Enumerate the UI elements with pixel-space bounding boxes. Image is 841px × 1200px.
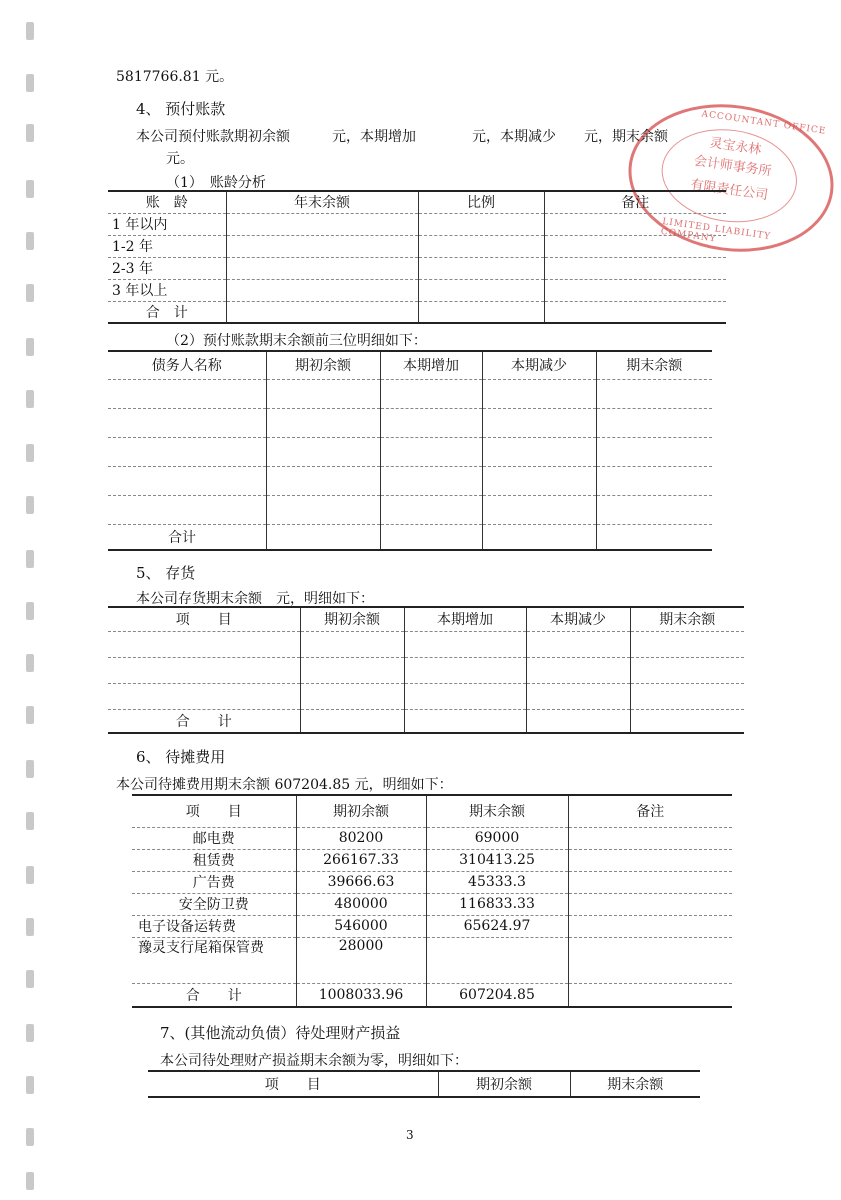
expense-total-begin: 1008033.96 — [296, 983, 426, 1007]
expense-end: 69000 — [426, 827, 568, 849]
expense-begin: 546000 — [296, 915, 426, 937]
sec4-sub2-title: （2）预付账款期末余额前三位明细如下： — [166, 333, 427, 349]
table-row — [108, 235, 726, 257]
inventory-total-label: 合 计 — [108, 709, 300, 733]
table-row — [108, 437, 712, 466]
loss-header: 期初余额 — [438, 1071, 570, 1097]
expense-begin: 39666.63 — [296, 871, 426, 893]
inventory-table — [108, 606, 744, 734]
seal-arc-top: ACCOUNTANT OFFICE — [700, 109, 827, 137]
expense-total-end: 607204.85 — [426, 983, 568, 1007]
seal-line-1: 灵宝永林 — [708, 135, 763, 158]
debtor-header: 本期增加 — [380, 351, 482, 379]
table-row — [132, 893, 732, 915]
table-row — [108, 408, 712, 437]
sec4-paragraph-line1: 本公司预付账款期初余额 元，本期增加 元，本期减少 元，期末余额 — [136, 129, 668, 145]
expense-header: 项 目 — [132, 795, 296, 827]
sec5-heading: 5、 存货 — [136, 564, 196, 582]
expense-end: 65624.97 — [426, 915, 568, 937]
expense-end: 310413.25 — [426, 849, 568, 871]
aging-label: 2-3 年 — [108, 257, 226, 279]
expense-item: 安全防卫费 — [132, 893, 296, 915]
table-row — [132, 983, 732, 1007]
debtor-header: 期末余额 — [596, 351, 712, 379]
aging-header: 备注 — [544, 191, 726, 213]
aging-label: 1 年以内 — [108, 213, 226, 235]
intro-line: 5817766.81 元。 — [116, 69, 234, 85]
expense-item: 广告费 — [132, 871, 296, 893]
table-row — [108, 257, 726, 279]
table-row — [108, 683, 744, 709]
seal-line-3: 有限责任公司 — [689, 177, 769, 204]
aging-label: 3 年以上 — [108, 279, 226, 301]
inventory-header: 项 目 — [108, 607, 300, 631]
aging-header: 年末余额 — [226, 191, 418, 213]
expense-item: 邮电费 — [132, 827, 296, 849]
table-row — [132, 871, 732, 893]
expense-end: 45333.3 — [426, 871, 568, 893]
debtor-header: 本期减少 — [482, 351, 596, 379]
table-row — [132, 915, 732, 937]
aging-table — [108, 190, 726, 324]
table-row — [108, 213, 726, 235]
table-row — [108, 524, 712, 550]
debtor-header: 债务人名称 — [108, 351, 266, 379]
table-row — [108, 379, 712, 408]
sec4-sub1-title: （1） 账龄分析 — [166, 175, 266, 191]
table-row — [108, 631, 744, 657]
aging-header: 账 龄 — [108, 191, 226, 213]
table-row — [132, 937, 732, 983]
expense-item: 租赁费 — [132, 849, 296, 871]
sec7-paragraph: 本公司待处理财产损益期末余额为零，明细如下： — [160, 1053, 468, 1069]
expense-total-label: 合 计 — [132, 983, 296, 1007]
prepaid-expense-table — [132, 794, 732, 1008]
loss-header: 期末余额 — [570, 1071, 700, 1097]
inventory-header: 本期增加 — [404, 607, 526, 631]
sec5-paragraph: 本公司存货期末余额 元，明细如下： — [136, 591, 374, 607]
expense-begin: 480000 — [296, 893, 426, 915]
expense-end: 116833.33 — [426, 893, 568, 915]
expense-begin: 266167.33 — [296, 849, 426, 871]
sec7-heading: 7、(其他流动负债）待处理财产损益 — [160, 1024, 401, 1042]
expense-begin: 28000 — [296, 937, 426, 983]
table-row — [108, 709, 744, 733]
sec4-paragraph-line2: 元。 — [166, 151, 194, 167]
loss-header: 项 目 — [148, 1071, 438, 1097]
table-row — [108, 301, 726, 323]
expense-item: 电子设备运转费 — [132, 915, 296, 937]
expense-header: 期末余额 — [426, 795, 568, 827]
aging-total-label: 合 计 — [108, 301, 226, 323]
inventory-header: 本期减少 — [526, 607, 630, 631]
aging-header: 比例 — [418, 191, 544, 213]
table-row — [132, 849, 732, 871]
table-row — [108, 495, 712, 524]
expense-begin: 80200 — [296, 827, 426, 849]
debtor-header: 期初余额 — [266, 351, 380, 379]
expense-header: 期初余额 — [296, 795, 426, 827]
debtor-table — [108, 350, 712, 551]
inventory-header: 期末余额 — [630, 607, 744, 631]
inventory-header: 期初余额 — [300, 607, 404, 631]
expense-header: 备注 — [568, 795, 732, 827]
table-row — [108, 279, 726, 301]
expense-end — [426, 937, 568, 983]
sec6-heading: 6、 待摊费用 — [136, 748, 226, 766]
table-row — [108, 466, 712, 495]
expense-item: 豫灵支行尾箱保管费 — [132, 937, 296, 983]
debtor-total-label: 合计 — [108, 524, 266, 550]
page-number: 3 — [406, 1128, 414, 1142]
table-row — [108, 657, 744, 683]
property-loss-table — [148, 1070, 700, 1098]
sec4-heading: 4、 预付账款 — [136, 100, 226, 118]
seal-arc-bottom: LIMITED LIABILITY COMPANY — [660, 216, 772, 245]
aging-label: 1-2 年 — [108, 235, 226, 257]
sec6-paragraph: 本公司待摊费用期末余额 607204.85 元，明细如下： — [116, 777, 453, 793]
seal-line-2: 会计师事务所 — [692, 153, 773, 180]
table-row — [132, 827, 732, 849]
